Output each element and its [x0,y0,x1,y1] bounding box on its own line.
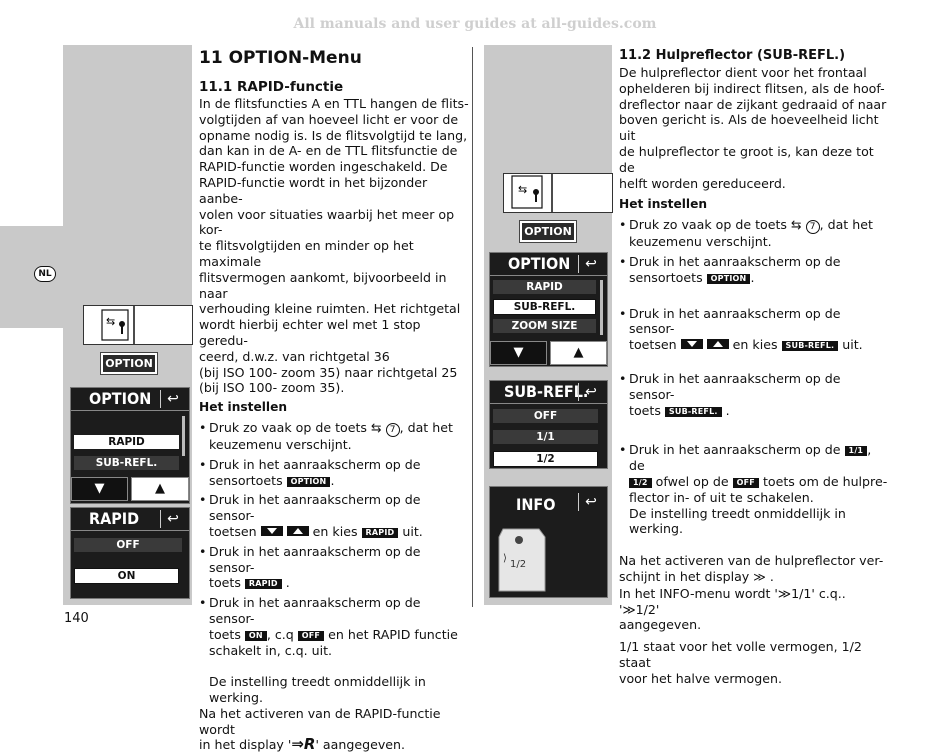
svg-text:⟩: ⟩ [503,553,507,564]
text-line: De instelling treedt onmiddellijk in werking. [209,674,426,706]
option-key-button[interactable] [101,353,157,374]
scroll-up-button[interactable]: ▲ [131,477,189,501]
list-item [619,442,889,537]
text: Druk in het aanraakscherm op de sensor- [629,305,841,337]
text: Druk in het aanraakscherm op de sensor- [209,543,421,575]
subrefl-display-icon: ≫ [622,601,636,617]
text-line: RAPID-functie worden ingeschakeld. De [199,159,448,175]
text-line: flitsvermogen aankomt, bijvoorbeeld in naar [199,269,447,301]
text: Druk in het aanraakscherm op de sensor- [209,595,421,626]
text-line: (bij ISO 100- zoom 35). [199,380,345,396]
option-screen-header [490,253,607,276]
list-item: • Druk in het aanraakscherm op de sensortoets OPTION . [619,254,889,286]
text: keuzemenu verschijnt. [209,436,352,452]
text-line: 1/1 staat voor het volle vermogen, 1/2 staat [619,639,862,670]
text-line: RAPID-functie wordt in het bijzonder aanbe- [199,174,428,206]
down-arrow-icon [681,339,703,349]
scrollbar[interactable] [600,280,603,335]
info-screen-title: INFO [516,495,556,514]
on-chip: ON [245,631,267,641]
text: , de [629,442,872,474]
subrefl-screen [489,380,608,469]
left-text-column [199,48,469,753]
subrefl-display-icon: ≫ [777,585,792,601]
list-item [199,492,469,539]
page-title: 11 OPTION-Menu [199,48,362,68]
option-screen-title: OPTION [89,389,152,408]
swap-key-icon: ⇆ [791,217,802,233]
text-line: opname nodig is. Is de flitsvolgtijd te lang, [199,127,468,143]
text: sensortoets [209,472,283,488]
menu-item-rapid[interactable]: RAPID [74,435,179,449]
one-one-chip: 1/1 [845,446,868,456]
rapid-on-option[interactable]: ON [74,568,179,584]
watermark: All manuals and user guides at all-guides.com [293,16,657,32]
text-line: dreflector naar de zijkant gedraaid of naar [619,96,887,112]
het-instellen-heading: Het instellen [619,197,708,212]
menu-item-subrefl[interactable]: SUB-REFL. [74,456,179,470]
text: Druk zo vaak op de toets [629,217,787,233]
text: toets om de hulpre- [762,473,888,489]
flash-unit-icon [84,306,192,344]
text-line [619,586,889,618]
text-line: dan kan in de A- en de TTL flitsfunctie de [199,143,458,159]
text-line [199,737,469,753]
back-icon[interactable]: ↩ [578,255,603,273]
text: 1/1' c.q.. ' [619,585,846,617]
info-screen [489,486,608,598]
scrollbar[interactable] [182,416,185,456]
key-number: 7 [809,222,816,233]
text-line: ceerd, d.w.z. van richtgetal 36 [199,348,390,364]
text: flector in- of uit te schakelen. [629,489,814,505]
text: De instelling treedt onmiddellijk in werking. [629,505,846,537]
info-flash-label: 1/2 [510,559,527,570]
one-two-chip: 1/2 [629,478,652,488]
text: Druk in het aanraakscherm op de [629,442,841,458]
text: en kies [312,523,358,539]
up-arrow-icon [287,526,309,536]
text-line: schijnt in het display ≫ . [619,568,774,584]
rapid-screen [70,507,190,599]
back-icon[interactable]: ↩ [578,493,603,511]
text: uit. [842,337,863,353]
subrefl-screen-title: SUB-REFL. [504,382,589,401]
up-arrow-icon [707,339,729,349]
text: In het INFO-menu wordt ' [619,585,778,601]
list-item [619,306,889,353]
scroll-down-button[interactable]: ▼ [490,341,547,365]
lang-badge [34,266,56,282]
rapid-chip: RAPID [362,528,399,538]
key-number-icon [386,423,400,437]
rapid-display-icon: ⇒R [291,735,316,753]
option-menu-screen [70,387,190,504]
text: ' aangegeven. [315,737,406,753]
subrefl-instructions-list [619,217,889,537]
instructions-list [199,420,469,658]
text: 1/2' [635,601,660,617]
text-line: wordt hierbij echter wel met 1 stop geredu- [199,317,421,348]
svg-text:⇆: ⇆ [518,183,528,196]
subrefl-after [619,553,889,686]
flash-unit-illustration-right [503,173,613,213]
subrefl-one-one-option[interactable]: 1/1 [493,430,598,444]
right-text-column [619,48,889,687]
text: schakelt in, c.q. uit. [209,642,333,658]
het-instellen-heading: Het instellen [199,400,288,415]
text: in het display ' [199,737,292,753]
subrefl-intro [619,65,889,213]
text-line: ophelderen bij indirect flitsen, als de hoof- [619,80,885,96]
option-menu-screen-right [489,252,608,367]
off-chip: OFF [733,478,759,488]
text: keuzemenu verschijnt. [629,234,772,250]
text-line: te flitsvolgtijden en minder op het maximale [199,238,414,269]
back-icon[interactable]: ↩ [578,383,603,401]
text-line: Na het activeren van de RAPID-functie wordt [199,705,441,737]
text-line: volgtijden af van hoeveel licht er voor de [199,111,459,127]
text: schijnt in het display [619,568,750,584]
text: Druk in het aanraakscherm op de sensor- [209,492,421,524]
text: toetsen [629,337,677,353]
text-line: Na het activeren van de hulpreflector ver- [619,553,884,569]
text-line: de hulpreflector te groot is, kan deze tot de [619,143,874,175]
rapid-off-option[interactable]: OFF [74,538,182,552]
text: toets [209,626,241,642]
text: uit. [402,523,423,539]
text: toetsen [209,523,257,539]
list-item: • Druk in het aanraakscherm op de sensor- toets RAPID . [199,544,469,591]
text-line: In de flitsfuncties A en TTL hangen de flits- [199,96,469,111]
flash-unit-icon [504,174,612,212]
rapid-chip: RAPID [245,579,282,589]
section-title-subrefl: 11.2 Hulpreflector (SUB-REFL.) [619,48,846,63]
text: toets [209,575,241,591]
text-line: volen voor situaties waarbij het meer op kor- [199,206,455,238]
text: , c.q [266,626,294,642]
scroll-down-button[interactable]: ▼ [71,477,128,501]
subrefl-display-icon: ≫ [753,569,766,584]
key-number: 7 [389,424,396,435]
swap-key-icon: ⇆ [371,419,382,435]
subrefl-screen-header [490,381,607,404]
text-line: voor het halve vermogen. [619,670,782,686]
off-chip: OFF [298,631,324,641]
menu-item-zoom-size[interactable]: ZOOM SIZE [493,319,596,333]
rapid-screen-header [71,508,189,531]
option-key-label: OPTION [524,225,572,238]
text: en het RAPID functie [328,626,458,642]
text: ofwel op de [655,473,729,489]
down-arrow-icon [261,526,283,536]
rapid-note [199,674,469,753]
flash-unit-illustration [83,305,193,345]
text: Druk in het aanraakscherm op de [629,253,841,269]
text: toets [629,402,661,418]
text: en kies [732,337,778,353]
text-line: verhouding kleine ruimten. Het richtgetal [199,301,461,317]
page-number: 140 [64,611,89,626]
menu-item-subrefl[interactable]: SUB-REFL. [493,299,596,315]
rapid-screen-title: RAPID [89,509,140,528]
list-item: • Druk in het aanraakscherm op de sensor- toets SUB-REFL. . [619,371,889,418]
list-item [619,217,889,250]
option-chip: OPTION [287,477,331,487]
option-screen-header [71,388,189,411]
lang-badge-label: NL [38,269,52,279]
subrefl-flash-icon [495,525,555,595]
back-icon[interactable]: ↩ [160,510,185,528]
info-screen-header [490,487,607,517]
text-line: helft worden gereduceerd. [619,175,786,191]
svg-text:⇆: ⇆ [106,315,116,328]
subrefl-chip: SUB-REFL. [665,407,722,417]
option-screen-title: OPTION [508,254,571,273]
text-line: boven gericht is. Als de hoeveelheid licht uit [619,112,879,144]
subrefl-off-option[interactable]: OFF [493,409,598,423]
text: sensortoets [629,269,703,285]
subrefl-chip: SUB-REFL. [782,341,839,351]
text: Druk zo vaak op de toets [209,419,367,435]
list-item [199,595,469,658]
key-number-icon [806,220,820,234]
text: , dat het [399,419,453,435]
menu-item-rapid[interactable]: RAPID [493,280,596,294]
list-item: • Druk in het aanraakscherm op de sensortoets OPTION . [199,457,469,489]
back-icon[interactable]: ↩ [160,390,185,408]
option-chip: OPTION [707,274,751,284]
scroll-up-button[interactable]: ▲ [550,341,607,365]
rapid-intro [199,96,469,416]
text-line: aangegeven. [619,617,702,633]
section-title-rapid: 11.1 RAPID-functie [199,79,344,95]
column-divider [472,47,473,607]
text: Druk in het aanraakscherm op de sensor- [629,370,841,402]
text: Druk in het aanraakscherm op de [209,456,421,472]
text-line: (bij ISO 100- zoom 35) naar richtgetal 25 [199,364,458,380]
text: , dat het [819,217,873,233]
option-key-label: OPTION [105,357,153,370]
subrefl-one-two-option[interactable]: 1/2 [493,451,598,467]
option-key-button-right[interactable] [520,221,576,242]
text-line: De hulpreflector dient voor het frontaal [619,65,867,80]
list-item [199,420,469,453]
